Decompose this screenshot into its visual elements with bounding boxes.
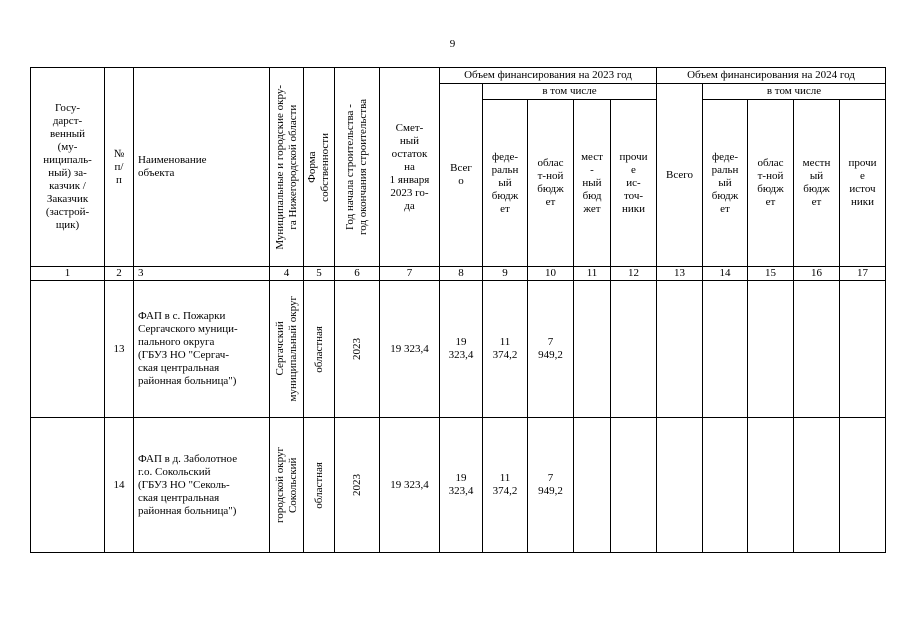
row-number: 14 (105, 418, 134, 553)
column-number: 16 (794, 267, 840, 281)
column-number: 5 (304, 267, 335, 281)
estimate-cell: 19 323,4 (380, 281, 440, 418)
column-number: 8 (440, 267, 483, 281)
header-financing-2024: Объем финансирования на 2024 год (657, 68, 886, 84)
federal-2024-cell (703, 418, 748, 553)
other-2024-cell (840, 418, 886, 553)
column-number: 13 (657, 267, 703, 281)
header-object-name: Наименование объекта (134, 68, 270, 267)
header-federal-2024: феде- ральн ый бюдж ет (703, 100, 748, 267)
column-numbers-row (31, 267, 886, 281)
table-row (31, 281, 886, 418)
header-including-2024: в том числе (703, 84, 886, 100)
total-2024-cell (657, 281, 703, 418)
column-number: 11 (574, 267, 611, 281)
object-name: ФАП в д. Заболотное г.о. Сокольский (ГБУЗ НО "Секоль- ская центральная районная больница") (134, 418, 270, 553)
other-2024-cell (840, 281, 886, 418)
column-number: 17 (840, 267, 886, 281)
federal-2023-cell: 11 374,2 (483, 281, 528, 418)
header-total-2023: Всег о (440, 84, 483, 267)
header-local-2023: мест - ный бюд жет (574, 100, 611, 267)
federal-2024-cell (703, 281, 748, 418)
header-regional-2023: облас т-ной бюдж ет (528, 100, 574, 267)
regional-2023-cell: 7 949,2 (528, 281, 574, 418)
total-2024-cell (657, 418, 703, 553)
column-number: 9 (483, 267, 528, 281)
header-construction-years: Год начала строительства - год окончания строительства (335, 68, 380, 267)
customer-cell (31, 281, 105, 418)
ownership-cell: областная (304, 281, 335, 418)
object-name: ФАП в с. Пожарки Сергачского муници- пального округа (ГБУЗ НО "Сергач- ская центральная районная больница") (134, 281, 270, 418)
column-number: 4 (270, 267, 304, 281)
header-row-no: № п/ п (105, 68, 134, 267)
column-number: 15 (748, 267, 794, 281)
total-2023-cell: 19 323,4 (440, 281, 483, 418)
estimate-cell: 19 323,4 (380, 418, 440, 553)
regional-2024-cell (748, 418, 794, 553)
ownership-cell: областная (304, 418, 335, 553)
column-number: 12 (611, 267, 657, 281)
header-other-2024: прочи е источ ники (840, 100, 886, 267)
row-number: 13 (105, 281, 134, 418)
column-number: 3 (134, 267, 270, 281)
column-number: 14 (703, 267, 748, 281)
regional-2024-cell (748, 281, 794, 418)
financing-table (30, 67, 886, 553)
local-2023-cell (574, 281, 611, 418)
header-federal-2023: феде- ральн ый бюдж ет (483, 100, 528, 267)
column-number: 7 (380, 267, 440, 281)
other-2023-cell (611, 418, 657, 553)
municipality-cell: Сергачский муниципальный округ (270, 281, 304, 418)
other-2023-cell (611, 281, 657, 418)
years-cell: 2023 (335, 418, 380, 553)
header-total-2024: Всего (657, 84, 703, 267)
header-estimate-remainder: Смет- ный остаток на 1 января 2023 го- да (380, 68, 440, 267)
municipality-cell: городской округ Сокольский (270, 418, 304, 553)
column-number: 1 (31, 267, 105, 281)
local-2023-cell (574, 418, 611, 553)
total-2023-cell: 19 323,4 (440, 418, 483, 553)
header-including-2023: в том числе (483, 84, 657, 100)
column-number: 10 (528, 267, 574, 281)
column-number: 2 (105, 267, 134, 281)
header-local-2024: местн ый бюдж ет (794, 100, 840, 267)
table-row (31, 418, 886, 553)
header-financing-2023: Объем финансирования на 2023 год (440, 68, 657, 84)
header-ownership: Форма собственности (304, 68, 335, 267)
column-number: 6 (335, 267, 380, 281)
header-customer: Госу- дарст- венный (му- ниципаль- ный) за- казчик / Заказчик (застрой- щик) (31, 68, 105, 267)
local-2024-cell (794, 418, 840, 553)
header-municipality: Муниципальные и городские окру- га Нижегородской области (270, 68, 304, 267)
regional-2023-cell: 7 949,2 (528, 418, 574, 553)
header-regional-2024: облас т-ной бюдж ет (748, 100, 794, 267)
customer-cell (31, 418, 105, 553)
page-number: 9 (449, 38, 456, 50)
federal-2023-cell: 11 374,2 (483, 418, 528, 553)
local-2024-cell (794, 281, 840, 418)
header-other-2023: прочи е ис- точ- ники (611, 100, 657, 267)
years-cell: 2023 (335, 281, 380, 418)
